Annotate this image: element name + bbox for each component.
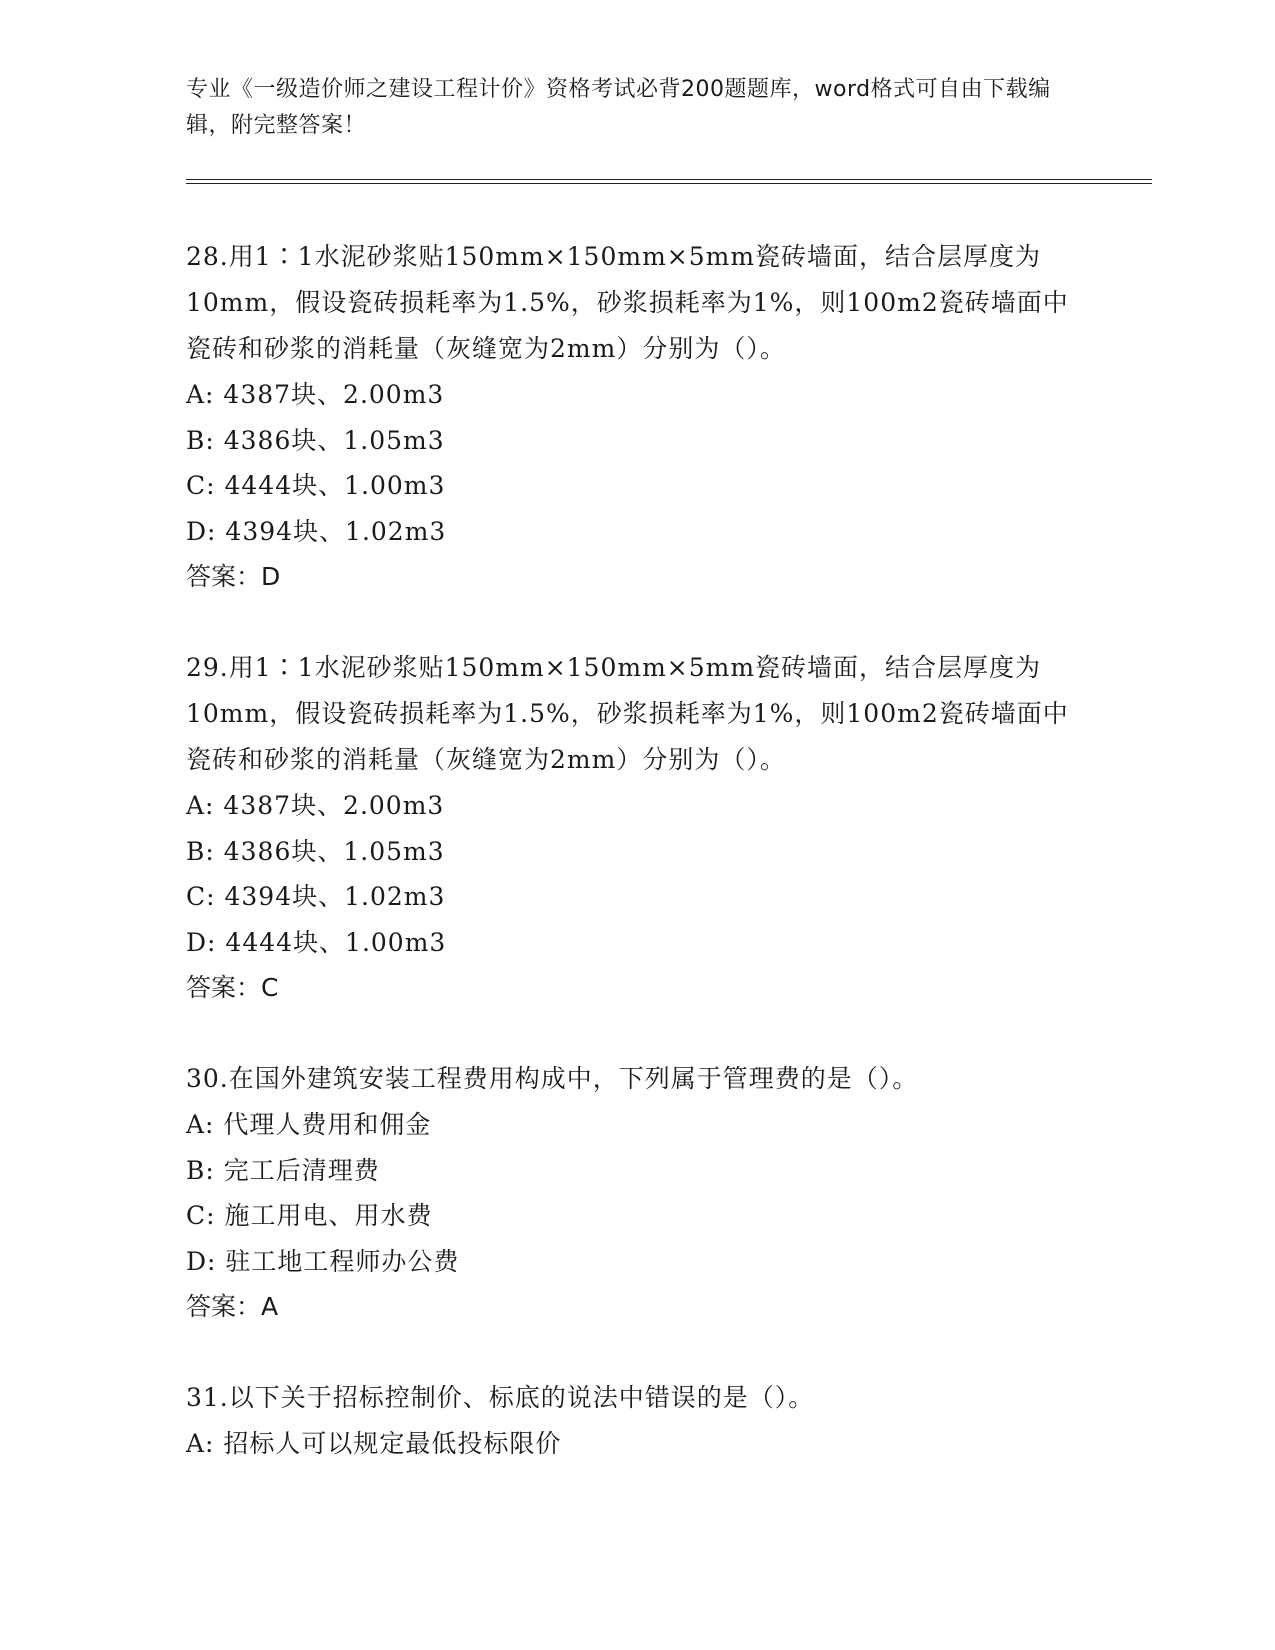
question-29	[186, 645, 1086, 1011]
header-divider-top	[186, 179, 1152, 180]
question-28	[186, 234, 1086, 600]
question-stem: 31.以下关于招标控制价、标底的说法中错误的是（）。	[186, 1383, 815, 1412]
question-31	[186, 1375, 1086, 1467]
header-divider-bottom	[186, 183, 1152, 184]
option-b: B: 完工后清理费	[186, 1155, 380, 1185]
document-header	[186, 72, 1086, 144]
option-a: A: 代理人费用和佣金	[186, 1110, 432, 1139]
option-b: B: 4386块、1.05m3	[186, 425, 445, 455]
option-d: D: 驻工地工程师办公费	[186, 1246, 460, 1276]
header-text: 专业《一级造价师之建设工程计价》资格考试必背200题题库，word格式可自由下载编辑，附完整答案！	[186, 77, 1051, 138]
option-c: C: 施工用电、用水费	[186, 1201, 433, 1230]
option-a: A: 4387块、2.00m3	[186, 791, 445, 820]
option-d: D: 4394块、1.02m3	[186, 516, 447, 546]
question-stem: 30.在国外建筑安装工程费用构成中，下列属于管理费的是（）。	[186, 1064, 919, 1093]
question-stem: 29.用1∶1水泥砂浆贴150mm×150mm×5mm瓷砖墙面，结合层厚度为10mm，假设瓷砖损耗率为1.5%，砂浆损耗率为1%，则100m2瓷砖墙面中瓷砖和砂浆的消耗量（灰缝宽为2mm）分别为（）。	[186, 653, 1069, 774]
option-b: B: 4386块、1.05m3	[186, 836, 445, 866]
question-30	[186, 1056, 1086, 1330]
option-c: C: 4444块、1.00m3	[186, 471, 446, 500]
question-stem: 28.用1∶1水泥砂浆贴150mm×150mm×5mm瓷砖墙面，结合层厚度为10mm，假设瓷砖损耗率为1.5%，砂浆损耗率为1%，则100m2瓷砖墙面中瓷砖和砂浆的消耗量（灰缝宽为2mm）分别为（）。	[186, 242, 1069, 363]
option-a: A: 招标人可以规定最低投标限价	[186, 1429, 562, 1458]
answer-line: 答案：D	[186, 562, 281, 591]
option-a: A: 4387块、2.00m3	[186, 380, 445, 409]
answer-line: 答案：A	[186, 1292, 279, 1321]
option-d: D: 4444块、1.00m3	[186, 927, 447, 957]
answer-line: 答案：C	[186, 973, 279, 1002]
option-c: C: 4394块、1.02m3	[186, 882, 446, 911]
